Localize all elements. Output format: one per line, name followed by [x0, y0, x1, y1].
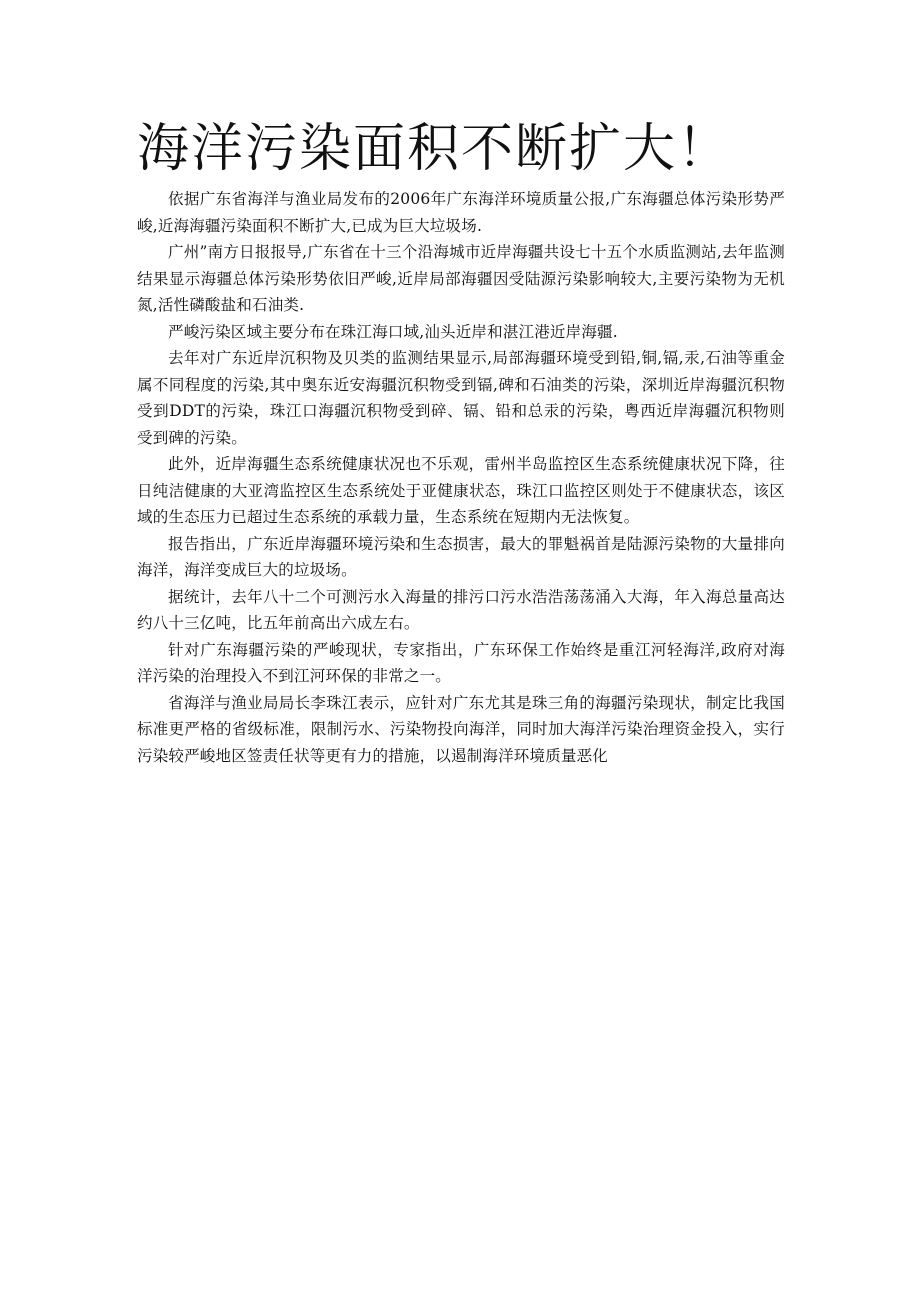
paragraph-2: 广州”南方日报报导,广东省在十三个沿海城市近岸海疆共设七十五个水质监测站,去年监测结果显示海疆总体污染形势依旧严峻,近岸局部海疆因受陆源污染影响较大,主要污染物为无机氮,活性磷酸盐和石油类.	[137, 243, 785, 314]
paragraph-6: 报告指出，广东近岸海疆环境污染和生态损害，最大的罪魁祸首是陆源污染物的大量排向海洋，海洋变成巨大的垃圾场。	[137, 534, 785, 579]
paragraph-9: 省海洋与渔业局局长李珠江表示，应针对广东尤其是珠三角的海疆污染现状，制定比我国标准更严格的省级标准，限制污水、污染物投向海洋，同时加大海洋污染治理资金投入，实行污染较严峻地区签责任状等更有力的措施，以遏制海洋环境质量恶化	[137, 693, 785, 765]
paragraph-7: 据统计，去年八十二个可测污水入海量的排污口污水浩浩荡荡涌入大海，年入海总量高达约八十三亿吨，比五年前高出六成左右。	[137, 587, 785, 632]
paragraph-8: 针对广东海疆污染的严峻现状，专家指出，广东环保工作始终是重江河轻海洋,政府对海洋污染的治理投入不到江河环保的非常之一。	[137, 640, 785, 685]
paragraph-5: 此外，近岸海疆生态系统健康状况也不乐观，雷州半岛监控区生态系统健康状况下降，往日纯洁健康的大亚湾监控区生态系统处于亚健康状态，珠江口监控区则处于不健康状态，该区域的生态压力已超过生态系统的承载力量，生态系统在短期内无法恢复。	[137, 455, 785, 526]
paragraph-1: 依据广东省海洋与渔业局发布的2006年广东海洋环境质量公报,广东海疆总体污染形势严峻,近海海疆污染面积不断扩大,已成为巨大垃圾场.	[137, 190, 785, 235]
paragraph-4: 去年对广东近岸沉积物及贝类的监测结果显示,局部海疆环境受到铅,铜,镉,汞,石油等重金属不同程度的污染,其中奥东近安海疆沉积物受到镉,碑和石油类的污染，深圳近岸海疆沉积物受到DDT的污染，珠江口海疆沉积物受到碎、镉、铅和总汞的污染，粤西近岸海疆沉积物则受到碑的污染。	[137, 349, 785, 447]
paragraph-3: 严峻污染区域主要分布在珠江海口域,汕头近岸和湛江港近岸海疆.	[168, 322, 618, 341]
document-page	[137, 118, 785, 769]
document-title: 海洋污染面积不断扩大！	[137, 119, 732, 179]
